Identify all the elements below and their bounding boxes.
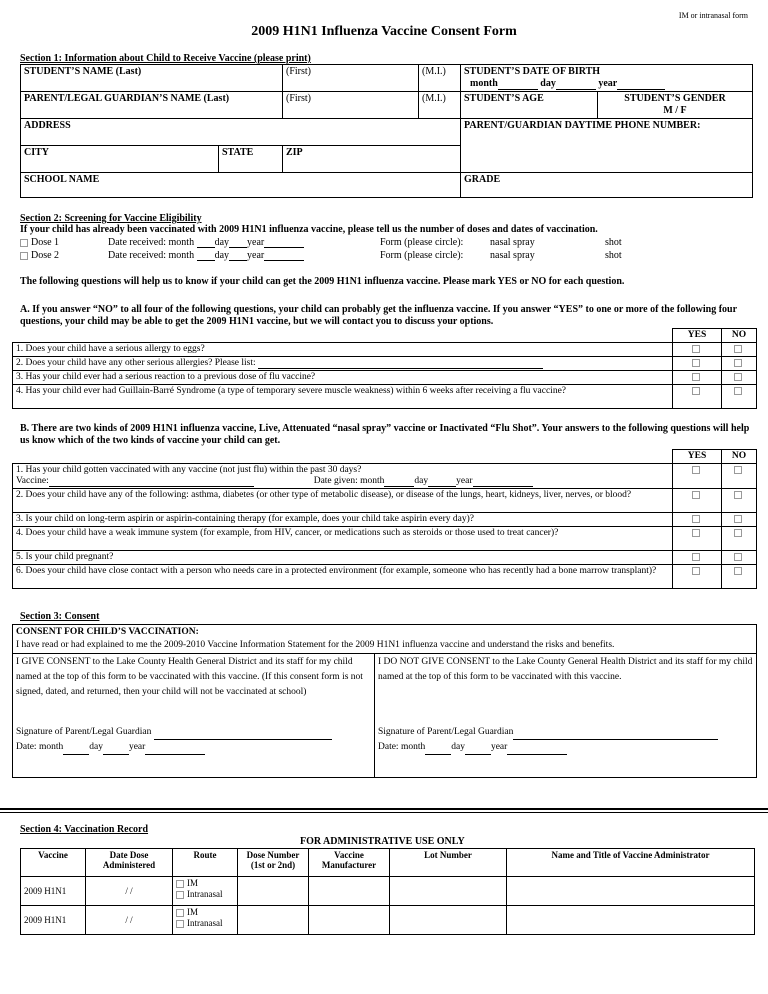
- record-admin-1[interactable]: [507, 877, 755, 906]
- part-b-question-5: 5. Is your child pregnant?: [13, 551, 673, 565]
- col-route: Route: [173, 849, 238, 877]
- route-im-1[interactable]: [176, 880, 184, 888]
- record-manufacturer-2[interactable]: [309, 906, 390, 935]
- section-divider-thin: [0, 812, 768, 813]
- section2-heading: Section 2: Screening for Vaccine Eligibility: [20, 213, 202, 224]
- dose-2-checkbox[interactable]: [20, 252, 28, 260]
- student-mi-field[interactable]: (M.I.): [419, 65, 461, 92]
- part-b-question-3: 3. Is your child on long-term aspirin or aspirin-containing therapy (for example, does your child take aspirin every day)?: [13, 513, 673, 527]
- part-b-table: YES NO 1. Has your child gotten vaccinated with any vaccine (not just flu) within the past 30 days? Vaccine: Date given: month day year 2. Does your child have any of the following: asthma, diabetes (or other type of metabolic disease), or disease of the lungs, heart, kidneys, liver, nerves, or blood? 3. Is your child on long-term aspirin or aspirin-containing therapy (for example, does your child take aspirin every day)? 4. Does your child have a weak immune system (for example, from HIV, cancer, or medications such as steroids or those used to treat cancer)? 5. Is your child pregnant? 6. Does your child have close contact with a person who needs care in a protected environment (for example, someone who has recently had a bone marrow transplant)?: [12, 449, 757, 589]
- admin-use-label: FOR ADMINISTRATIVE USE ONLY: [300, 836, 465, 847]
- part-a-text: A. If you answer “NO” to all four of the following questions, your child can probably get the influenza vaccine. If you answer “YES” to one or more of the following four questions, your child may be able to get the 2009 H1N1 vaccine, but we will contact you to discuss your options.: [20, 304, 737, 327]
- dose-1-row: Dose 1 Date received: month day year Form (please circle): nasal spray shot: [20, 237, 760, 248]
- city-field[interactable]: CITY: [21, 146, 219, 172]
- part-b-q3-yes[interactable]: [692, 515, 700, 523]
- part-a-q1-no[interactable]: [734, 345, 742, 353]
- part-b-q1-no[interactable]: [734, 466, 742, 474]
- school-name-field[interactable]: SCHOOL NAME: [21, 173, 461, 198]
- address-field[interactable]: ADDRESS: [21, 119, 461, 146]
- parent-name-field[interactable]: PARENT/LEGAL GUARDIAN’S NAME (Last): [21, 92, 283, 119]
- part-b-question-1: 1. Has your child gotten vaccinated with any vaccine (not just flu) within the past 30 days? Vaccine: Date given: month day year: [13, 464, 673, 489]
- part-b-q4-yes[interactable]: [692, 529, 700, 537]
- zip-field[interactable]: ZIP: [283, 146, 461, 173]
- student-name-field[interactable]: STUDENT’S NAME (Last): [21, 65, 283, 92]
- form-title: 2009 H1N1 Influenza Vaccine Consent Form: [251, 24, 517, 39]
- dose-1-nasal-option[interactable]: nasal spray: [490, 237, 535, 248]
- part-b-q3-no[interactable]: [734, 515, 742, 523]
- consent-statement: CONSENT FOR CHILD’S VACCINATION: I have read or had explained to me the 2009-2010 Vaccine Information Statement for the 2009 H1N1 influenza vaccine and understand the risks and benefits.: [13, 625, 757, 654]
- dose-2-row: Dose 2 Date received: month day year Form (please circle): nasal spray shot: [20, 250, 760, 261]
- route-im-2[interactable]: [176, 909, 184, 917]
- col-administrator: Name and Title of Vaccine Administrator: [507, 849, 755, 877]
- yes-header: YES: [673, 329, 722, 343]
- col-lot-number: Lot Number: [390, 849, 507, 877]
- part-b-q2-no[interactable]: [734, 491, 742, 499]
- section1-heading: Section 1: Information about Child to Receive Vaccine (please print): [20, 53, 311, 64]
- col-date: Date Dose Administered: [86, 849, 173, 877]
- dose-1-shot-option[interactable]: shot: [605, 237, 622, 248]
- student-gender-field[interactable]: STUDENT’S GENDER M / F: [598, 92, 753, 119]
- part-b-question-6: 6. Does your child have close contact with a person who needs care in a protected environment (for example, someone who has recently had a bone marrow transplant)?: [13, 565, 673, 589]
- record-lot-2[interactable]: [390, 906, 507, 935]
- no-header: NO: [722, 329, 757, 343]
- phone-field[interactable]: PARENT/GUARDIAN DAYTIME PHONE NUMBER:: [461, 119, 753, 173]
- route-intranasal-2[interactable]: [176, 920, 184, 928]
- part-a-table: [12, 328, 757, 409]
- give-consent-box[interactable]: I GIVE CONSENT to the Lake County Health General District and its staff for my child named at the top of this form to be vaccinated with this vaccine. (If this consent form is not signed, dated, and returned, then your child will not be vaccinated at school) Signature of Parent/Legal Guardian Date: month day year: [13, 654, 375, 778]
- part-a-q4-no[interactable]: [734, 387, 742, 395]
- record-manufacturer-1[interactable]: [309, 877, 390, 906]
- part-a-question-1: 1. Does your child have a serious allergy to eggs?: [13, 343, 673, 357]
- table-row: 2009 H1N1 / / IM Intranasal: [21, 877, 755, 906]
- state-field[interactable]: STATE: [222, 147, 254, 158]
- part-b-q5-yes[interactable]: [692, 553, 700, 561]
- part-a-q1-yes[interactable]: [692, 345, 700, 353]
- part-b-q6-no[interactable]: [734, 567, 742, 575]
- part-b-q1-yes[interactable]: [692, 466, 700, 474]
- part-b-text: B. There are two kinds of 2009 H1N1 influenza vaccine, Live, Attenuated “nasal spray” vaccine or Inactivated “Flu Shot”. Your answers to the following questions will help us know which of the two kinds of vaccine your child can get.: [20, 423, 750, 446]
- part-b-question-4: 4. Does your child have a weak immune system (for example, from HIV, cancer, or medications such as steroids or those used to treat cancer)?: [13, 527, 673, 551]
- table-row: 2009 H1N1 / / IM Intranasal: [21, 906, 755, 935]
- student-age-field[interactable]: STUDENT’S AGE: [461, 92, 598, 119]
- allergy-list-line[interactable]: [258, 368, 543, 369]
- part-b-q4-no[interactable]: [734, 529, 742, 537]
- section3-heading: Section 3: Consent: [20, 611, 100, 622]
- part-a-q2-yes[interactable]: [692, 359, 700, 367]
- record-admin-2[interactable]: [507, 906, 755, 935]
- student-first-field[interactable]: (First): [283, 65, 419, 92]
- vaccination-record-table: [20, 848, 755, 935]
- deny-consent-box[interactable]: I DO NOT GIVE CONSENT to the Lake County General Health District and its staff for my child named at the top of this form to be vaccinated with this vaccine. Signature of Parent/Legal Guardian Date: month day year: [375, 654, 757, 778]
- part-b-q2-yes[interactable]: [692, 491, 700, 499]
- route-intranasal-1[interactable]: [176, 891, 184, 899]
- prior-vaccination-text: If your child has already been vaccinated with 2009 H1N1 influenza vaccine, please tell us the number of doses and dates of vaccination.: [20, 224, 598, 235]
- section-divider: [0, 808, 768, 810]
- part-a-question-4: 4. Has your child ever had Guillain-Barré Syndrome (a type of temporary severe muscle weakness) within 6 weeks after receiving a flu vaccine?: [13, 385, 673, 409]
- part-a-question-3: 3. Has your child ever had a serious reaction to a previous dose of flu vaccine?: [13, 371, 673, 385]
- record-lot-1[interactable]: [390, 877, 507, 906]
- part-a-q3-no[interactable]: [734, 373, 742, 381]
- consent-table: [12, 624, 757, 778]
- part-a-question-2: 2. Does your child have any other serious allergies? Please list:: [13, 357, 673, 371]
- form-type-note: IM or intranasal form: [678, 11, 748, 20]
- col-vaccine: Vaccine: [21, 849, 86, 877]
- city-state-row: [21, 146, 283, 173]
- record-dose-1[interactable]: [238, 877, 309, 906]
- part-b-question-2: 2. Does your child have any of the following: asthma, diabetes (or other type of metabolic disease), or disease of the lungs, heart, kidneys, liver, nerves, or blood?: [13, 489, 673, 513]
- dose-1-checkbox[interactable]: [20, 239, 28, 247]
- grade-field[interactable]: GRADE: [461, 173, 753, 198]
- section4-heading: Section 4: Vaccination Record: [20, 824, 149, 835]
- dose-2-nasal-option[interactable]: nasal spray: [490, 250, 535, 261]
- part-b-q6-yes[interactable]: [692, 567, 700, 575]
- part-b-q5-no[interactable]: [734, 553, 742, 561]
- record-date-2[interactable]: / /: [86, 906, 173, 935]
- student-dob-field[interactable]: STUDENT’S DATE OF BIRTH month day year: [461, 65, 753, 92]
- dose-2-shot-option[interactable]: shot: [605, 250, 622, 261]
- parent-first-field[interactable]: (First): [283, 92, 419, 119]
- col-dose-number: Dose Number (1st or 2nd): [238, 849, 309, 877]
- part-a-q2-no[interactable]: [734, 359, 742, 367]
- parent-mi-field[interactable]: (M.I.): [419, 92, 461, 119]
- student-info-table: [20, 64, 753, 198]
- part-a-q4-yes[interactable]: [692, 387, 700, 395]
- record-date-1[interactable]: / /: [86, 877, 173, 906]
- screening-intro: The following questions will help us to know if your child can get the 2009 H1N1 influenza vaccine. Please mark YES or NO for each question.: [20, 276, 625, 287]
- part-a-q3-yes[interactable]: [692, 373, 700, 381]
- col-manufacturer: Vaccine Manufacturer: [309, 849, 390, 877]
- record-dose-2[interactable]: [238, 906, 309, 935]
